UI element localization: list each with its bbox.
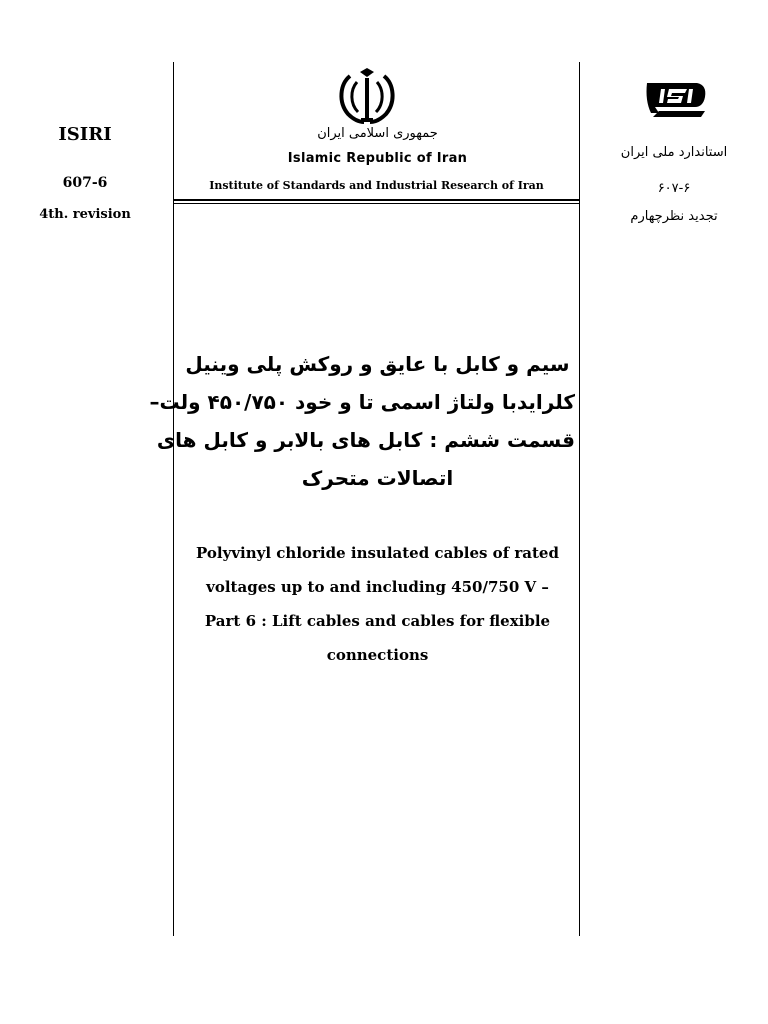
title-english-line: Polyvinyl chloride insulated cables of rated [196,544,559,562]
title-persian-line: کلرایدبا ولتاژ اسمی تا و خود ۴۵۰/۷۵۰ ولت– [149,390,575,414]
header-rule-thin [173,203,580,204]
left-column-divider [173,62,174,936]
national-standard-persian: استاندارد ملی ایران [620,145,728,160]
institute-name: Institute of Standards and Industrial Research of Iran [209,179,544,192]
revision-label: 4th. revision [39,207,131,222]
header-rule-thick [173,199,580,201]
title-english-line: voltages up to and including 450/750 V – [206,578,549,596]
iran-emblem-icon [336,68,398,126]
title-english-line: connections [326,646,429,664]
title-english [180,536,575,672]
title-persian [149,345,575,497]
isiri-code: ISIRI [58,124,112,145]
standard-number-persian: ۶۰۷-۶ [657,181,691,196]
republic-name-persian: جمهوری اسلامی ایران [317,126,438,141]
standard-number: 607-6 [62,175,108,191]
revision-label-persian: تجدید نظرچهارم [630,209,718,224]
right-column-divider [579,62,580,936]
title-english-line: Part 6 : Lift cables and cables for flexible [204,612,551,630]
republic-name-english: Islamic Republic of Iran [287,151,468,166]
title-persian-line: اتصالات متحرک [301,466,454,490]
title-persian-line: قسمت ششم : کابل های بالابر و کابل های [156,428,575,452]
isiri-logo-icon [641,77,711,125]
title-persian-line: سیم و کابل با عایق و روکش پلی وینیل [185,352,570,376]
